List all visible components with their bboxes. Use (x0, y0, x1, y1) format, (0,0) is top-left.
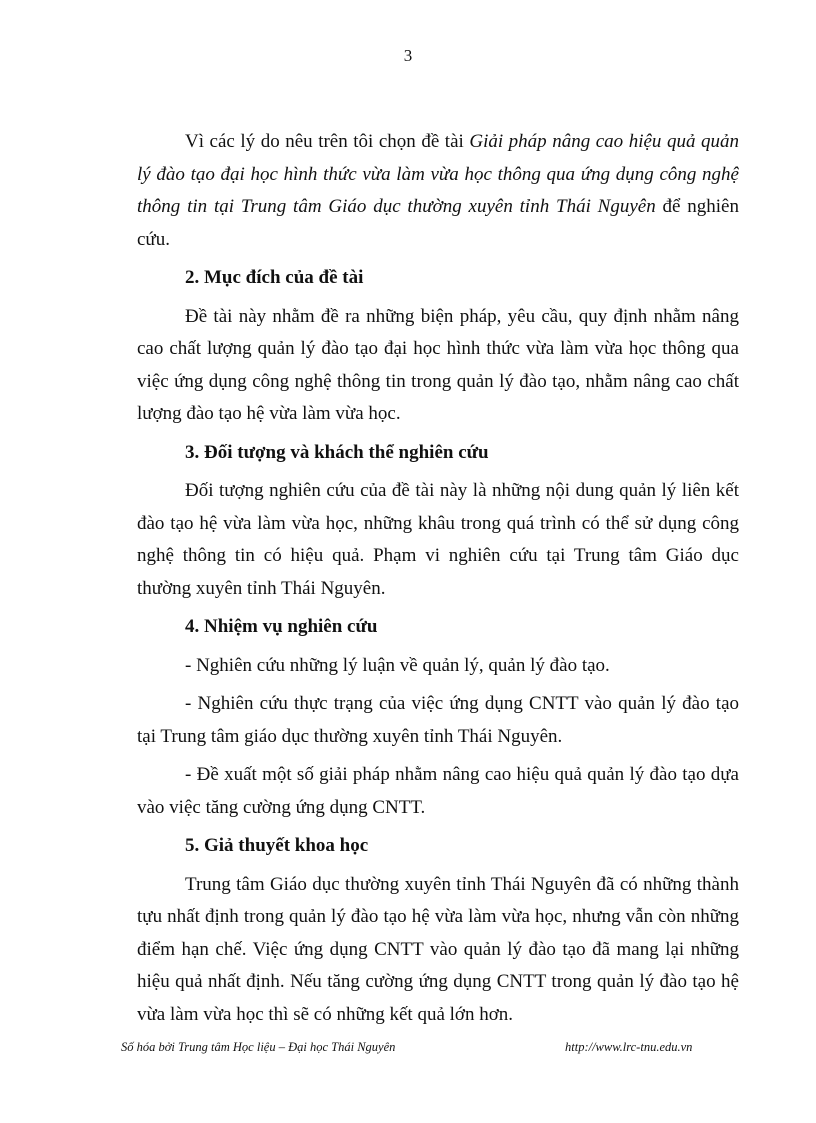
footer-source: Số hóa bởi Trung tâm Học liệu – Đại học Thái Nguyên (121, 1040, 396, 1054)
section-heading-hypothesis: 5. Giả thuyết khoa học (185, 835, 369, 856)
page-number: 3 (403, 46, 413, 65)
footer-url[interactable]: http://www.lrc-tnu.edu.vn (565, 1040, 693, 1054)
task-item: - Nghiên cứu những lý luận về quản lý, quản lý đào tạo. (185, 654, 610, 676)
section-heading-subject: 3. Đối tượng và khách thể nghiên cứu (185, 441, 489, 463)
document-body (137, 126, 739, 1031)
task-item: - Nghiên cứu thực trạng của việc ứng dụng CNTT vào quản lý đào tạo tại Trung tâm giáo dục thường xuyên tỉnh Thái Nguyên. (137, 693, 739, 747)
section-heading-purpose: 2. Mục đích của đề tài (185, 267, 364, 288)
thesis-topic: Giải pháp nâng cao hiệu quả quản lý đào tạo đại học hình thức vừa làm vừa học thông qua ứng dụng công nghệ thông tin tại Trung tâm Giáo dục thường xuyên tỉnh Thái Nguyên (137, 131, 739, 217)
intro-paragraph (137, 126, 739, 256)
intro-tail: để nghiên cứu. (137, 196, 739, 250)
section-heading-tasks: 4. Nhiệm vụ nghiên cứu (185, 616, 378, 637)
hypothesis-paragraph: Trung tâm Giáo dục thường xuyên tỉnh Thái Nguyên đã có những thành tựu nhất định trong quản lý đào tạo hệ vừa làm vừa học, nhưng vẫn còn những điểm hạn chế. Việc ứng dụng CNTT vào quản lý đào tạo đã mang lại những hiệu quả nhất định. Nếu tăng cường ứng dụng CNTT trong quản lý đào tạo hệ vừa làm vừa học thì sẽ có những kết quả lớn hơn. (137, 873, 739, 1025)
intro-lead: Vì các lý do nêu trên tôi chọn đề tài (185, 131, 470, 152)
task-item: - Đề xuất một số giải pháp nhằm nâng cao hiệu quả quản lý đào tạo dựa vào việc tăng cường ứng dụng CNTT. (137, 764, 739, 818)
purpose-paragraph: Đề tài này nhằm đề ra những biện pháp, yêu cầu, quy định nhằm nâng cao chất lượng quản lý đào tạo đại học hình thức vừa làm vừa học thông qua việc ứng dụng công nghệ thông tin trong quản lý đào tạo, nhằm nâng cao chất lượng đào tạo hệ vừa làm vừa học. (137, 305, 739, 424)
subject-paragraph: Đối tượng nghiên cứu của đề tài này là những nội dung quản lý liên kết đào tạo hệ vừa làm vừa học, những khâu trong quá trình có thể sử dụng công nghệ thông tin có hiệu quả. Phạm vi nghiên cứu tại Trung tâm Giáo dục thường xuyên tỉnh Thái Nguyên. (137, 480, 739, 599)
